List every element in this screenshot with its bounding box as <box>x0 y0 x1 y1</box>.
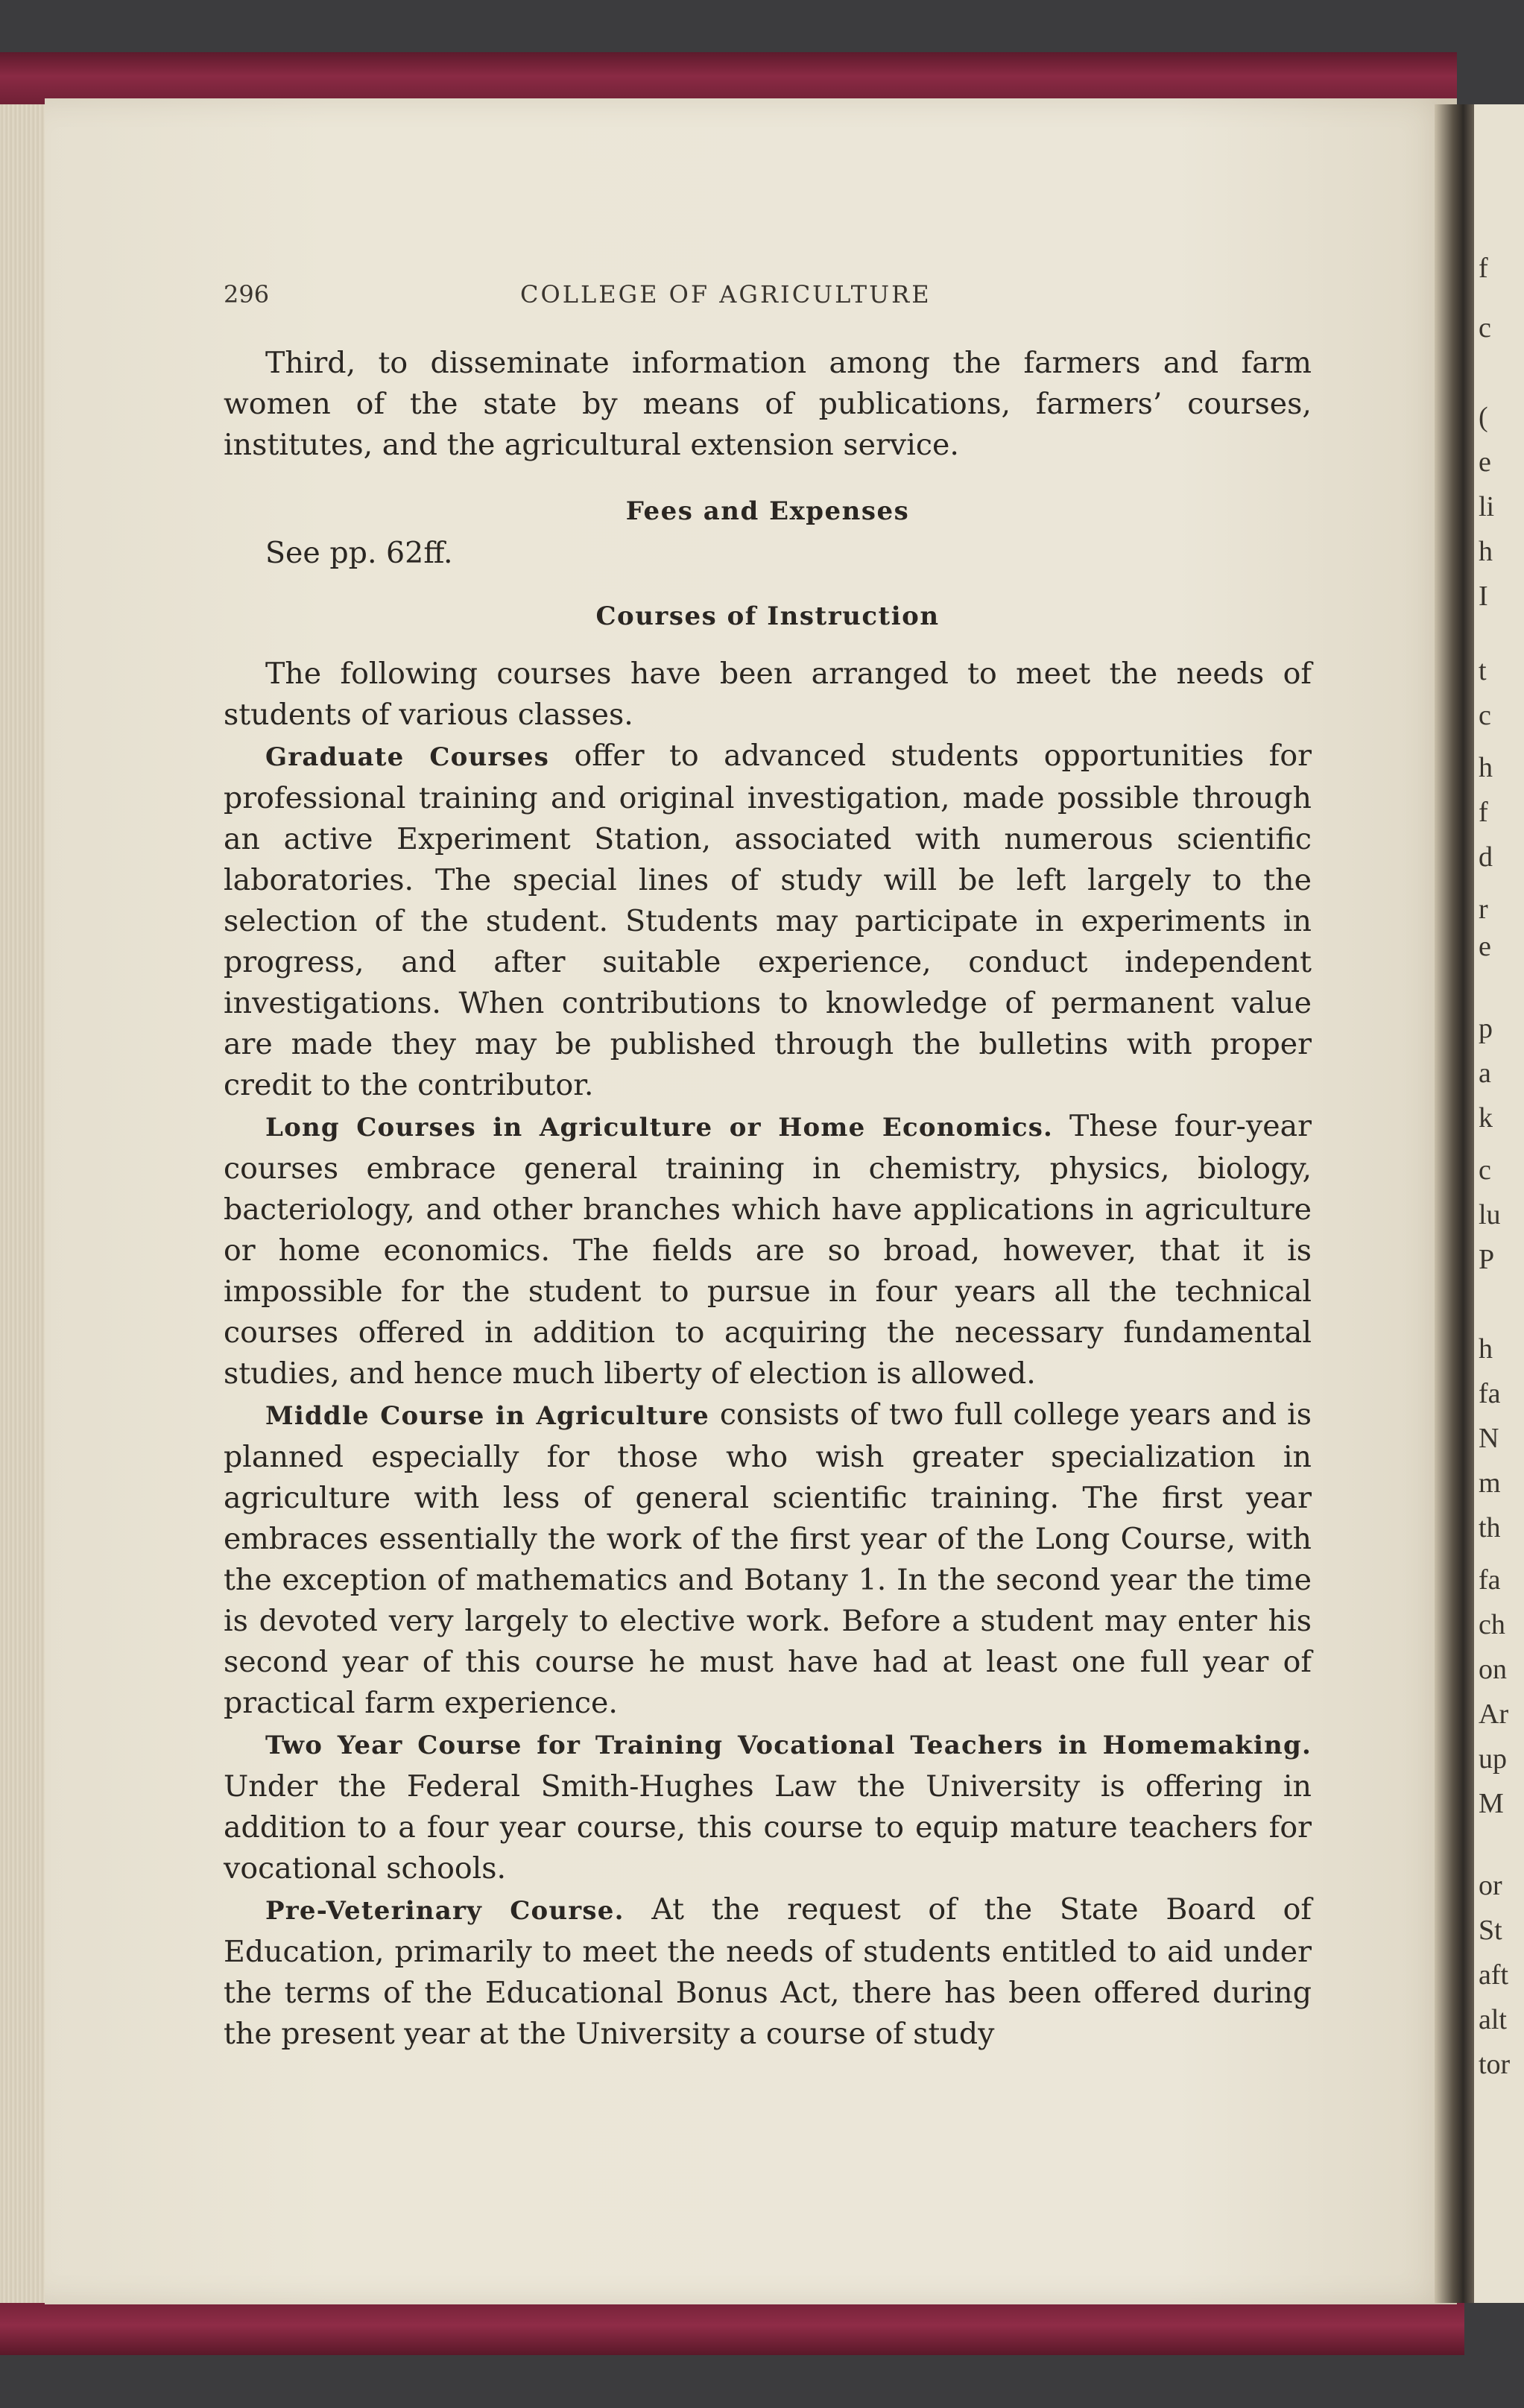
facing-page-fragment: f <box>1479 253 1488 284</box>
facing-page-fragment: I <box>1479 581 1488 612</box>
page-number: 296 <box>224 280 270 309</box>
course-middle <box>224 1394 1312 1724</box>
facing-page-fragment: p <box>1479 1013 1493 1044</box>
facing-page-fragment: up <box>1479 1743 1507 1775</box>
course-lead: Pre-Veterinary Course. <box>265 1896 625 1926</box>
facing-page-fragment: a <box>1479 1058 1491 1089</box>
book-gutter <box>1435 104 1476 2303</box>
cover-binding-bottom <box>0 2295 1464 2355</box>
facing-page-edge <box>1474 104 1524 2303</box>
facing-page-fragment: h <box>1479 536 1493 567</box>
fees-heading: Fees and Expenses <box>625 496 910 526</box>
course-lead: Graduate Courses <box>265 742 550 772</box>
course-graduate <box>224 736 1312 1106</box>
course-text: These four-year courses embrace general training in chemistry, physics, biology, bacteriology, and other branches which have applications in agriculture or home economics. The fields are so broad, however, that it is impossible for the student to pursue in four years all the technical courses offered in addition to acquiring the necessary fundamental studies, and hence much liberty of election is allowed. <box>224 1109 1312 1391</box>
intro-paragraph: Third, to disseminate information among the farmers and farm women of the state by means of publications, farmers’ courses, institutes, and the agricultural extension service. <box>224 346 1312 462</box>
course-text: consists of two full college years and is planned especially for those who wish greater specialization in agriculture with less of general scientific training. The first year embraces essentially the work of the first year of the Long Course, with the exception of mathematics and Botany 1. In the second year the time is devoted very largely to elective work. Before a student may enter his second year of this course he must have had at least one full year of practical farm experience. <box>224 1397 1312 1720</box>
facing-page-fragment: ch <box>1479 1609 1505 1640</box>
facing-page-fragment: r <box>1479 894 1488 925</box>
facing-page-fragment: St <box>1479 1915 1502 1946</box>
course-pre-veterinary <box>224 1889 1312 2055</box>
facing-page-fragment: h <box>1479 752 1493 783</box>
facing-page-fragment: P <box>1479 1244 1495 1275</box>
running-head <box>224 274 1312 319</box>
facing-page-fragment: alt <box>1479 2004 1507 2035</box>
course-vocational-teachers <box>224 1724 1312 1889</box>
facing-page-fragment: on <box>1479 1654 1507 1685</box>
facing-page-fragment: or <box>1479 1870 1502 1901</box>
facing-page-fragment: e <box>1479 931 1491 962</box>
facing-page-fragment: t <box>1479 655 1487 686</box>
facing-page-fragment: fa <box>1479 1378 1501 1409</box>
facing-page-fragment: c <box>1479 312 1491 344</box>
facing-page-fragment: tor <box>1479 2049 1511 2080</box>
facing-page-fragment: e <box>1479 446 1491 478</box>
courses-heading: Courses of Instruction <box>595 601 940 631</box>
course-lead: Middle Course in Agriculture <box>265 1401 709 1431</box>
course-text: Under the Federal Smith-Hughes Law the University is offering in addition to a four year course, this course to equip mature teachers for vocational schools. <box>224 1769 1312 1886</box>
fees-reference: See pp. 62ff. <box>265 536 453 570</box>
facing-page-fragment: d <box>1479 841 1493 873</box>
facing-page-fragment: th <box>1479 1512 1501 1543</box>
facing-page-fragment: aft <box>1479 1959 1509 1991</box>
course-long <box>224 1106 1312 1394</box>
facing-page-fragment: f <box>1479 797 1488 828</box>
facing-page-fragment: Ar <box>1479 1698 1509 1730</box>
page-text <box>224 274 1312 2055</box>
fees-reference-line <box>224 533 1312 574</box>
course-lead: Two Year Course for Training Vocational Teachers in Homemaking. <box>265 1731 1312 1760</box>
facing-page-fragment: N <box>1479 1423 1499 1454</box>
facing-page-fragment: m <box>1479 1467 1501 1499</box>
running-title: COLLEGE OF AGRICULTURE <box>520 280 932 309</box>
courses-intro: The following courses have been arranged to meet the needs of students of various classes. <box>224 657 1312 732</box>
facing-page-fragment: c <box>1479 1154 1491 1186</box>
fees-section <box>224 491 1312 533</box>
facing-page-fragment: lu <box>1479 1199 1501 1230</box>
facing-page-fragment: ( <box>1479 402 1488 433</box>
facing-page-fragment: fa <box>1479 1564 1501 1596</box>
facing-page-fragment: h <box>1479 1333 1493 1365</box>
facing-page-fragment: li <box>1479 491 1495 522</box>
course-text: At the request of the State Board of Education, primarily to meet the needs of students entitled to aid under the terms of the Educational Bonus Act, there has been offered during the present year at the University a course of study <box>224 1892 1312 2051</box>
facing-page-fragment: k <box>1479 1102 1493 1134</box>
facing-page-fragment: c <box>1479 700 1491 731</box>
course-lead: Long Courses in Agriculture or Home Economics. <box>265 1113 1054 1143</box>
course-text: offer to advanced students opportunities for professional training and original investigation, made possible through an active Experiment Station, associated with numerous scientific laboratories. The special lines of study will be left largely to the selection of the student. Students may participate in experiments in progress, and after suitable experience, conduct independent investigations. When contributions to knowledge of permanent value are made they may be published through the bulletins with proper credit to the contributor. <box>224 739 1312 1102</box>
facing-page-fragment: M <box>1479 1788 1504 1819</box>
